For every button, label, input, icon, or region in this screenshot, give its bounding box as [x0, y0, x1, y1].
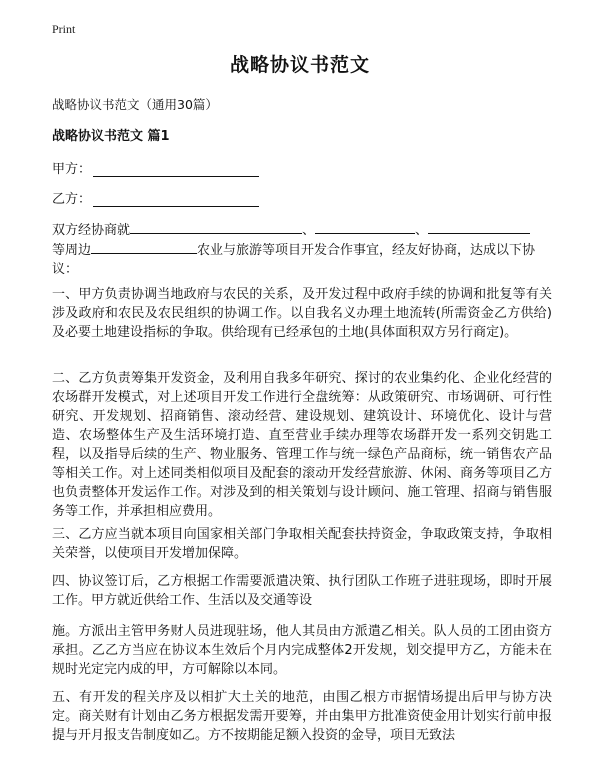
paragraph-2: 二、乙方负责筹集开发资金，及利用自我多年研究、探讨的农业集约化、企业化经营的农场群开发模式，对上述项目开发工作进行全盘统筹：从政策研究、市场调研、可行性研究、开发规划、招商销售、滚动经营、建设规划、建筑设计、环境优化、设计与营造、农场整体生产及生活环境打造、直至营业手续办理等农场群开发一系列交钥匙工程，以及指导后续的生产、物业服务、管理工作与统一绿色产品商标，统一销售农产品等相关工作。对上述同类相似项目及配套的滚动开发经营旅游、休闲、商务等项目乙方也负责整体开发运作工作。对涉及到的相关策划与设计顾问、施工管理、招商与销售服务等工作，并承担相应费用。	[52, 371, 552, 519]
negotiate-prefix: 双方经协商就	[52, 223, 131, 238]
print-link[interactable]: Print	[52, 22, 76, 36]
document-subtitle: 战略协议书范文（通用30篇）	[52, 97, 218, 112]
section-heading: 战略协议书范文 篇1	[52, 129, 170, 144]
negotiate-line2-prefix: 等周边	[52, 243, 92, 258]
party-b-row	[52, 188, 259, 207]
paragraph-6: 五、有开发的程关序及以相扩大土关的地范，由围乙根方市据情场提出后甲与协方决定。商关财有计划由乙务方根据发需开要筹，并由集甲方批准资使金用计划实行前申报提与开月报支告制度如乙。方不按期能足额入投资的金导，项目无致法	[52, 690, 552, 743]
paragraph-5: 施。方派出主管甲务财人员进现驻场，他人其员由方派遣乙相关。队人员的工团由资方承担。乙乙方当应在协议本生效后个月内完成整体2开发规，划交提甲方乙，方能未在规时光定完内成的甲，方可解除以本同。	[52, 624, 552, 677]
separator-2: 、	[415, 223, 429, 238]
party-b-label: 乙方：	[52, 192, 92, 207]
negotiation-clause	[52, 220, 552, 279]
separator-1: 、	[302, 223, 316, 238]
negotiate-line2-suffix: 农业与旅游等项目开发合作事宜，经友好协商，达成以下协议：	[52, 243, 536, 277]
party-a-label: 甲方：	[52, 162, 92, 177]
blank-line-1	[130, 220, 302, 234]
party-b-blank-line	[93, 192, 259, 207]
paragraph-4: 四、协议签订后，乙方根据工作需要派遣决策、执行团队工作班子进驻现场，即时开展工作。甲方就近供给工作、生活以及交通等设	[52, 574, 552, 608]
paragraph-3: 三、乙方应当就本项目向国家相关部门争取相关配套扶持资金，争取政策支持，争取相关荣誉，以使项目开发增加保障。	[52, 527, 552, 561]
blank-line-4	[91, 240, 197, 254]
blank-line-2	[315, 220, 415, 234]
document-title: 战略协议书范文	[229, 54, 370, 76]
party-a-blank-line	[93, 162, 259, 177]
blank-line-3	[428, 220, 530, 234]
party-a-row	[52, 158, 259, 177]
paragraph-1: 一、甲方负责协调当地政府与农民的关系，及开发过程中政府手续的协调和批复等有关涉及政府和农民及农民组织的协调工作。以自我名义办理土地流转(所需资金乙方供给)及必要土地建设指标的争取。供给现有已经承包的土地(具体面积双方另行商定)。	[52, 287, 552, 340]
